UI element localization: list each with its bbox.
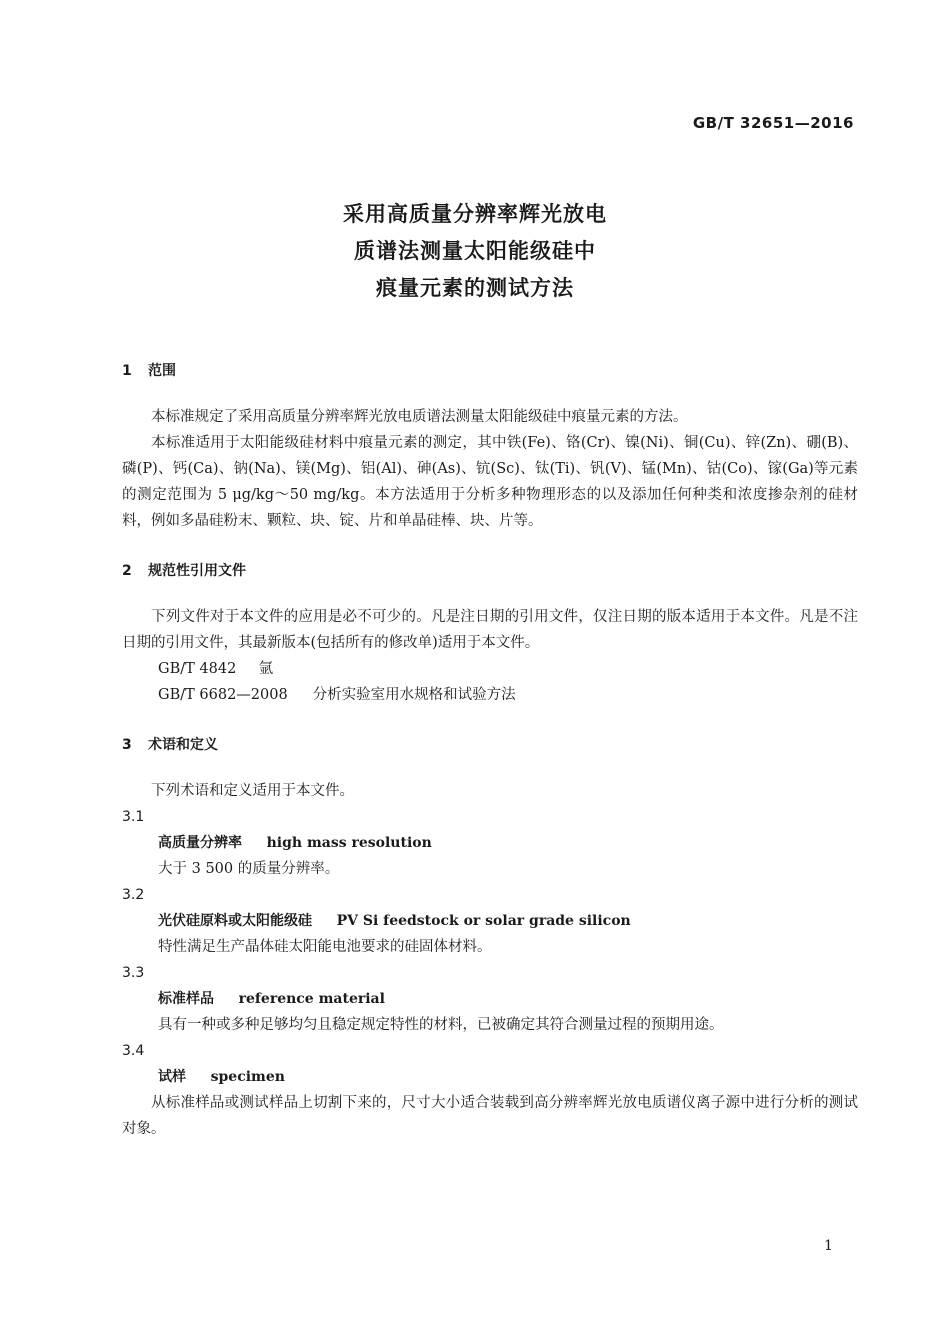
scope-paragraph-2: 本标准适用于太阳能级硅材料中痕量元素的测定，其中铁(Fe)、铬(Cr)、镍(Ni)、铜(Cu)、锌(Zn)、硼(B)、磷(P)、钙(Ca)、钠(Na)、镁(Mg)、铝(Al)、砷(As)、钪(Sc)、钛(Ti)、钒(V)、锰(Mn)、钴(Co)、镓(Ga)等元素的测定范围为 5 μg/kg～50 mg/kg。本方法适用于分析多种物理形态的以及添加任何种类和浓度掺杂剂的硅材料，例如多晶硅粉末、颗粒、块、锭、片和单晶硅棒、块、片等。 (122, 435, 858, 529)
document-body (122, 358, 858, 1142)
term-number: 3.4 (122, 1043, 145, 1059)
term-english: specimen (210, 1069, 285, 1085)
term-entry (122, 986, 858, 1012)
term-english: high mass resolution (266, 835, 432, 851)
section-number: 1 (122, 363, 132, 379)
section-number: 3 (122, 737, 132, 753)
term-number: 3.2 (122, 887, 145, 903)
term-entry (122, 1064, 858, 1090)
section-number: 2 (122, 563, 132, 579)
term-chinese: 试样 (158, 1069, 186, 1085)
section-heading-scope (122, 358, 858, 384)
standard-number: GB/T 32651—2016 (692, 114, 854, 132)
reference-code: GB/T 4842 (158, 661, 237, 677)
term-english: reference material (238, 991, 385, 1007)
reference-code: GB/T 6682—2008 (158, 687, 288, 703)
term-number: 3.1 (122, 809, 145, 825)
term-english: PV Si feedstock or solar grade silicon (336, 913, 631, 929)
references-paragraph: 下列文件对于本文件的应用是必不可少的。凡是注日期的引用文件，仅注日期的版本适用于本文件。凡是不注日期的引用文件，其最新版本(包括所有的修改单)适用于本文件。 (122, 609, 858, 651)
reference-item (122, 682, 858, 708)
section-heading-terms (122, 732, 858, 758)
reference-item (122, 656, 858, 682)
reference-title: 氩 (258, 661, 274, 677)
scope-paragraph-1: 本标准规定了采用高质量分辨率辉光放电质谱法测量太阳能级硅中痕量元素的方法。 (151, 409, 688, 425)
reference-title: 分析实验室用水规格和试验方法 (312, 687, 516, 703)
title-line-1: 采用高质量分辨率辉光放电 (343, 202, 607, 226)
term-definition: 特性满足生产晶体硅太阳能电池要求的硅固体材料。 (158, 939, 492, 955)
term-entry (122, 908, 858, 934)
terms-intro: 下列术语和定义适用于本文件。 (151, 783, 354, 799)
section-title: 范围 (148, 363, 176, 379)
document-title (0, 196, 950, 307)
term-entry (122, 830, 858, 856)
term-number: 3.3 (122, 965, 145, 981)
title-line-2: 质谱法测量太阳能级硅中 (354, 239, 596, 263)
section-title: 术语和定义 (148, 737, 218, 753)
section-heading-normative-references (122, 558, 858, 584)
term-definition: 大于 3 500 的质量分辨率。 (158, 861, 340, 877)
page-number: 1 (824, 1238, 833, 1254)
title-line-3: 痕量元素的测试方法 (376, 276, 574, 300)
term-chinese: 标准样品 (158, 991, 214, 1007)
term-definition: 具有一种或多种足够均匀且稳定规定特性的材料，已被确定其符合测量过程的预期用途。 (158, 1017, 724, 1033)
section-title: 规范性引用文件 (148, 563, 246, 579)
term-definition: 从标准样品或测试样品上切割下来的，尺寸大小适合装载到高分辨率辉光放电质谱仪离子源中进行分析的测试对象。 (122, 1095, 858, 1137)
term-chinese: 高质量分辨率 (158, 835, 242, 851)
term-chinese: 光伏硅原料或太阳能级硅 (158, 913, 312, 929)
